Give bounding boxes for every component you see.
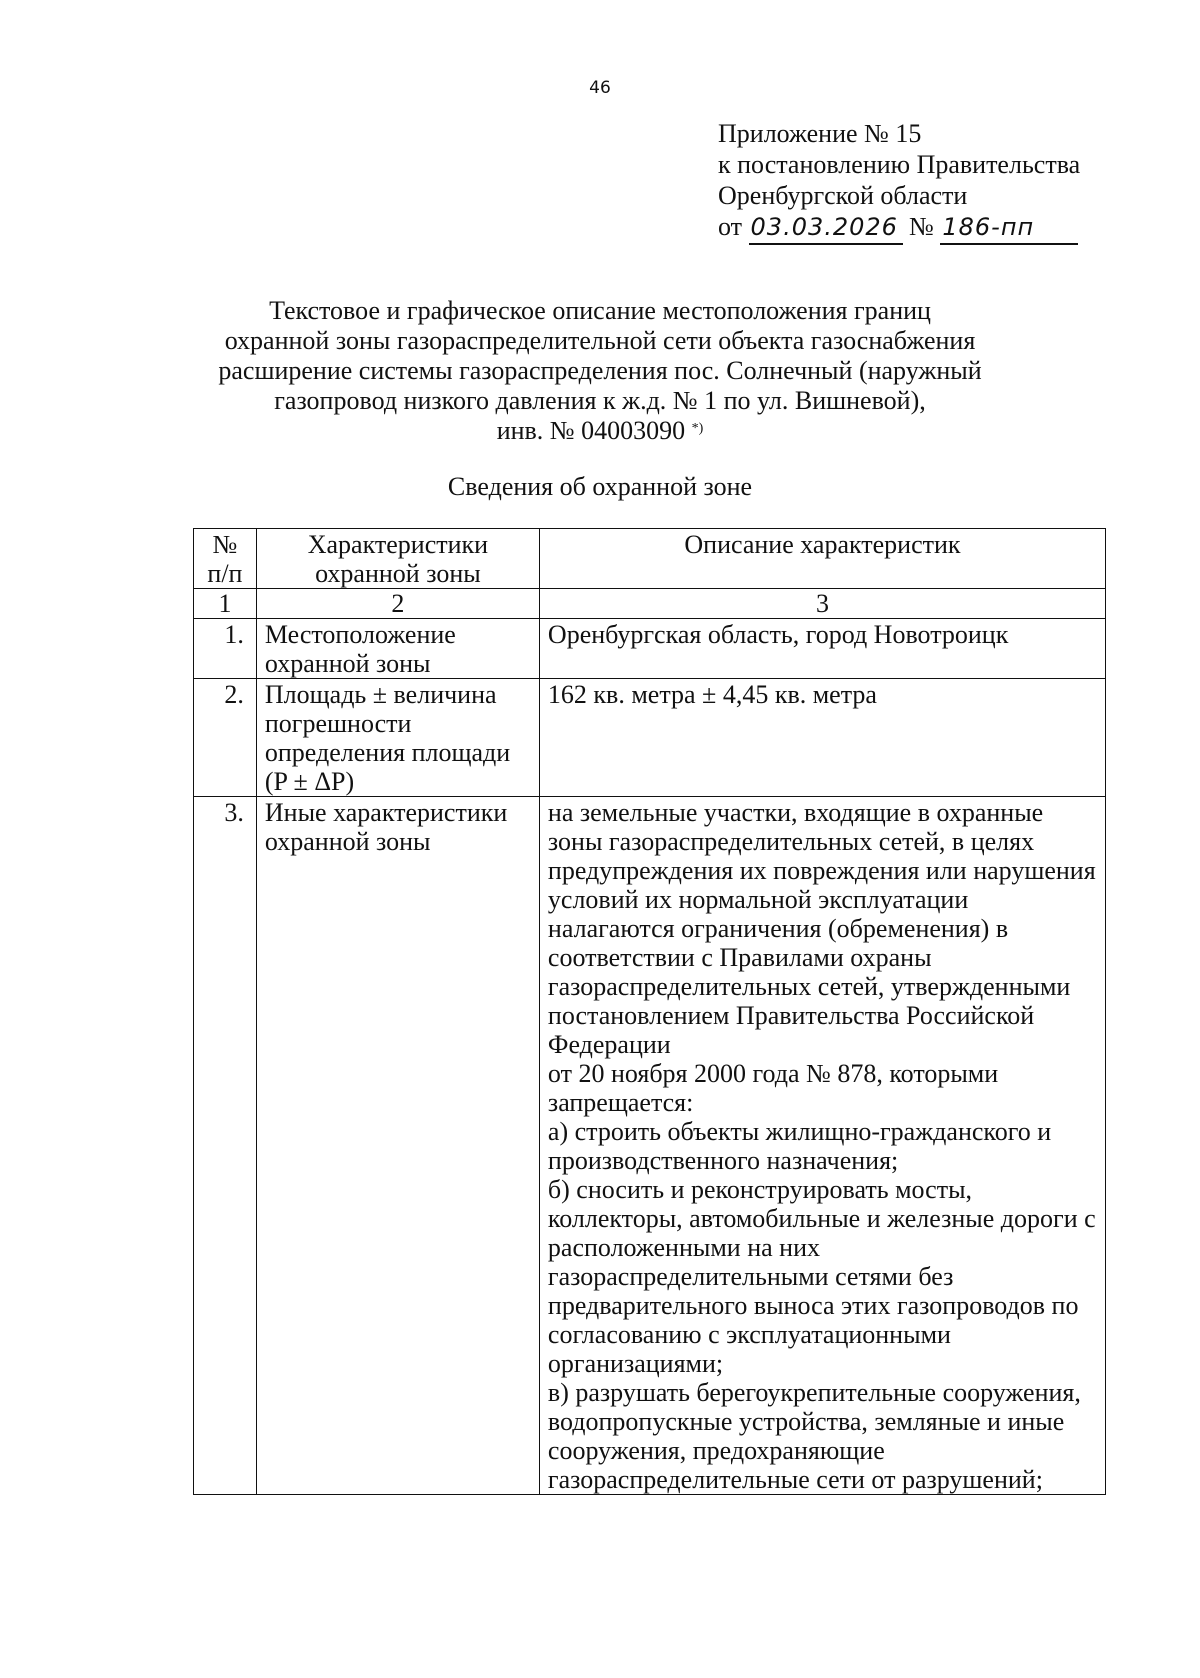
table-row bbox=[194, 619, 1106, 679]
appendix-from-prefix: от bbox=[718, 212, 743, 241]
appendix-date-line bbox=[718, 211, 1080, 245]
header-num: № п/п bbox=[194, 529, 257, 589]
header-characteristic: Характеристики охранной зоны bbox=[256, 529, 539, 589]
row-characteristic: Местоположение охранной зоны bbox=[256, 619, 539, 679]
description-paragraph: на земельные участки, входящие в охранные зоны газораспределительных сетей, в целях предупреждения их повреждения или нарушения условий их нормальной эксплуатации налагаются ограничения (обременения) в соответствии с Правилами охраны газораспределительных сетей, утвержденными постановлением Правительства Российской Федерации bbox=[547, 798, 1096, 1059]
section-subtitle: Сведения об охранной зоне bbox=[447, 472, 753, 501]
index-cell-3: 3 bbox=[539, 589, 1105, 619]
appendix-title: Приложение № 15 bbox=[718, 119, 922, 148]
footnote-mark: *) bbox=[691, 421, 704, 436]
title-line-4: газопровод низкого давления к ж.д. № 1 по ул. Вишневой), bbox=[274, 386, 926, 415]
handwritten-number: 186-пп bbox=[940, 212, 1078, 245]
description-paragraph: от 20 ноября 2000 года № 878, которыми запрещается: bbox=[547, 1059, 999, 1117]
header-description: Описание характеристик bbox=[539, 529, 1105, 589]
appendix-block bbox=[718, 118, 1080, 245]
description-paragraph: 162 кв. метра ± 4,45 кв. метра bbox=[547, 680, 877, 709]
row-number: 1. bbox=[194, 619, 257, 679]
table-header-row bbox=[194, 529, 1106, 589]
title-line-3: расширение системы газораспределения пос. Солнечный (наружный bbox=[218, 356, 982, 385]
title-line-5 bbox=[0, 416, 1200, 446]
index-cell-2: 2 bbox=[256, 589, 539, 619]
row-description bbox=[539, 619, 1105, 679]
row-description bbox=[539, 797, 1105, 1495]
row-characteristic: Площадь ± величина погрешности определения площади (P ± ΔP) bbox=[256, 679, 539, 797]
description-paragraph: Оренбургская область, город Новотроицк bbox=[547, 620, 1009, 649]
row-number: 2. bbox=[194, 679, 257, 797]
table-row bbox=[194, 797, 1106, 1495]
description-paragraph: б) сносить и реконструировать мосты, коллекторы, автомобильные и железные дороги с расположенными на них газораспределительными сетями без предварительного выноса этих газопроводов по согласованию с эксплуатационными организациями; bbox=[547, 1175, 1096, 1378]
row-description bbox=[539, 679, 1105, 797]
appendix-number-prefix: № bbox=[909, 212, 934, 241]
row-number: 3. bbox=[194, 797, 257, 1495]
title-line-2: охранной зоны газораспределительной сети объекта газоснабжения bbox=[224, 326, 976, 355]
description-paragraph: в) разрушать берегоукрепительные сооружения, водопропускные устройства, земляные и иные сооружения, предохраняющие газораспределительные сети от разрушений; bbox=[547, 1378, 1081, 1494]
handwritten-date: 03.03.2026 bbox=[749, 212, 903, 245]
inventory-number: инв. № 04003090 bbox=[496, 416, 686, 445]
row-characteristic: Иные характеристики охранной зоны bbox=[256, 797, 539, 1495]
page-number: 46 bbox=[589, 78, 611, 98]
zone-info-table bbox=[193, 528, 1106, 1495]
appendix-region: Оренбургской области bbox=[718, 181, 968, 210]
table-index-row bbox=[194, 589, 1106, 619]
table-row bbox=[194, 679, 1106, 797]
document-title bbox=[0, 296, 1200, 446]
appendix-resolution: к постановлению Правительства bbox=[718, 150, 1081, 179]
index-cell-1: 1 bbox=[194, 589, 257, 619]
description-paragraph: а) строить объекты жилищно-гражданского и производственного назначения; bbox=[547, 1117, 1052, 1175]
title-line-1: Текстовое и графическое описание местоположения границ bbox=[269, 296, 931, 325]
